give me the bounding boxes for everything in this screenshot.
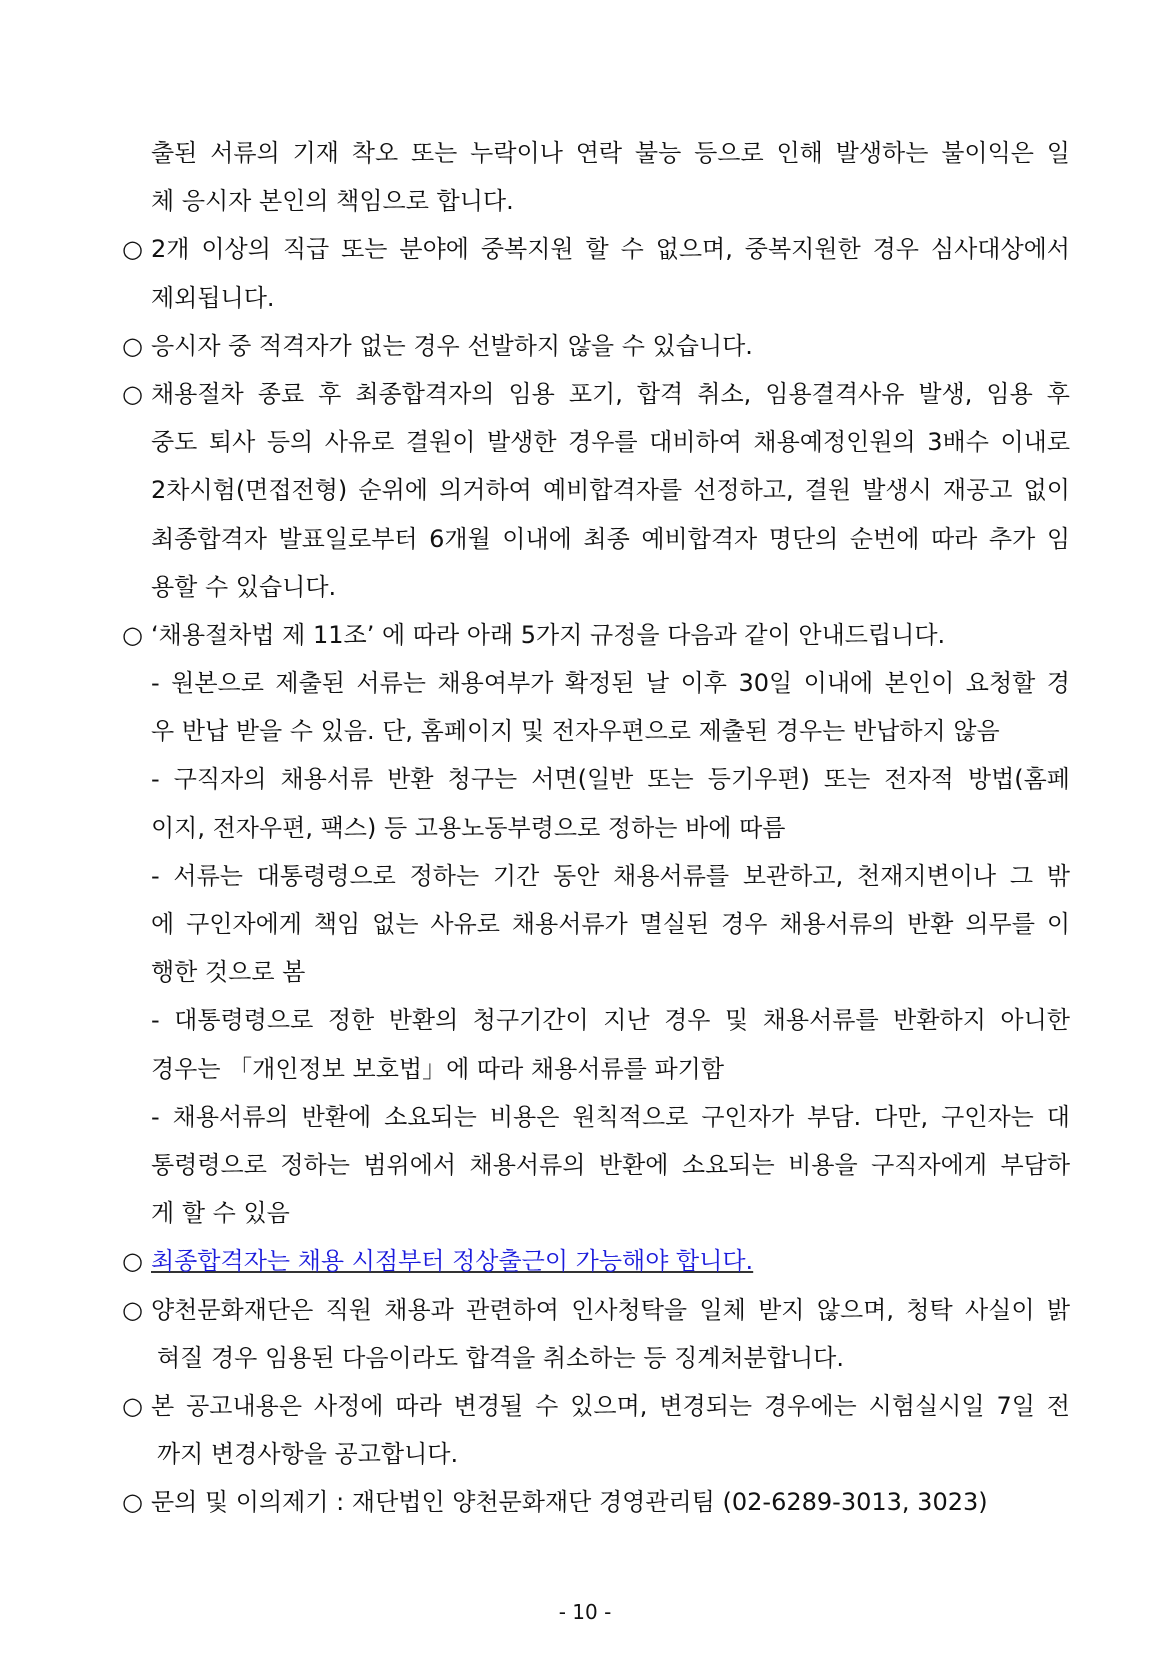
- bullet-item: [122, 370, 1070, 418]
- text-line: - 채용서류의 반환에 소요되는 비용은 원칙적으로 구인자가 부담. 다만, 구인자는 대: [151, 1102, 1070, 1131]
- text-line: 출된 서류의 기재 착오 또는 누락이나 연락 불능 등으로 인해 발생하는 불이익은 일: [151, 139, 1070, 167]
- bullet-item: [122, 1382, 1070, 1430]
- bullet-item: [122, 1237, 1070, 1285]
- text-line: - 서류는 대통령령으로 정하는 기간 동안 채용서류를 보관하고, 천재지변이나 그 밖: [151, 861, 1070, 890]
- document-body: [0, 129, 1170, 1526]
- notice-link[interactable]: 최종합격자는 채용 시점부터 정상출근이 가능해야 합니다.: [151, 1247, 754, 1276]
- text-line: 2차시험(면접전형) 순위에 의거하여 예비합격자를 선정하고, 결원 발생시 재공고 없이: [151, 476, 1070, 505]
- bullet-item: [122, 1286, 1070, 1334]
- text-line: 이지, 전자우편, 팩스) 등 고용노동부령으로 정하는 바에 따름: [151, 813, 786, 842]
- circle-bullet-icon: ○: [122, 1247, 143, 1276]
- circle-bullet-icon: ○: [122, 331, 143, 360]
- text-line: 행한 것으로 봄: [151, 958, 306, 987]
- text-line: 에 구인자에게 책임 없는 사유로 채용서류가 멸실된 경우 채용서류의 반환 의무를 이: [151, 910, 1070, 938]
- circle-bullet-icon: ○: [122, 379, 143, 408]
- bullet-item: [122, 1478, 1070, 1526]
- text-line: 체 응시자 본인의 책임으로 합니다.: [151, 187, 514, 216]
- text-line: 문의 및 이의제기 : 재단법인 양천문화재단 경영관리팀 (02-6289-3013, 3023): [151, 1488, 988, 1517]
- circle-bullet-icon: ○: [122, 235, 143, 264]
- text-line: - 원본으로 제출된 서류는 채용여부가 확정된 날 이후 30일 이내에 본인이 요청할 경: [151, 669, 1070, 698]
- text-line: - 대통령령으로 정한 반환의 청구기간이 지난 경우 및 채용서류를 반환하지 아니한: [151, 1006, 1070, 1035]
- text-line: 양천문화재단은 직원 채용과 관련하여 인사청탁을 일체 받지 않으며, 청탁 사실이 밝: [151, 1295, 1070, 1324]
- circle-bullet-icon: ○: [122, 1488, 143, 1517]
- text-line: - 구직자의 채용서류 반환 청구는 서면(일반 또는 등기우편) 또는 전자적 방법(홈페: [151, 765, 1070, 794]
- text-line: 혀질 경우 임용된 다음이라도 합격을 취소하는 등 징계처분합니다.: [157, 1343, 844, 1372]
- text-line: 까지 변경사항을 공고합니다.: [157, 1440, 459, 1469]
- text-line: 최종합격자 발표일로부터 6개월 이내에 최종 예비합격자 명단의 순번에 따라 추가 임: [151, 524, 1070, 553]
- text-line: 용할 수 있습니다.: [151, 572, 337, 601]
- text-line: 게 할 수 있음: [151, 1199, 290, 1228]
- text-line: 응시자 중 적격자가 없는 경우 선발하지 않을 수 있습니다.: [151, 331, 753, 360]
- text-line: 2개 이상의 직급 또는 분야에 중복지원 할 수 없으며, 중복지원한 경우 심사대상에서: [151, 235, 1070, 264]
- bullet-item: [122, 322, 1070, 370]
- text-line: 채용절차 종료 후 최종합격자의 임용 포기, 합격 취소, 임용결격사유 발생, 임용 후: [151, 379, 1070, 408]
- text-line: 중도 퇴사 등의 사유로 결원이 발생한 경우를 대비하여 채용예정인원의 3배수 이내로: [151, 428, 1070, 457]
- text-line: 본 공고내용은 사정에 따라 변경될 수 있으며, 변경되는 경우에는 시험실시일 7일 전: [151, 1391, 1070, 1420]
- text-line: 우 반납 받을 수 있음. 단, 홈페이지 및 전자우편으로 제출된 경우는 반납하지 않음: [151, 717, 1000, 746]
- bullet-item: [122, 225, 1070, 273]
- text-line: 제외됩니다.: [151, 283, 275, 312]
- text-line: 통령령으로 정하는 범위에서 채용서류의 반환에 소요되는 비용을 구직자에게 부담하: [151, 1150, 1070, 1179]
- bullet-item: [122, 611, 1070, 659]
- circle-bullet-icon: ○: [122, 1295, 143, 1324]
- text-line: ‘채용절차법 제 11조’ 에 따라 아래 5가지 규정을 다음과 같이 안내드립니다.: [151, 620, 946, 649]
- text-line: 경우는 「개인정보 보호법」에 따라 채용서류를 파기함: [151, 1054, 725, 1083]
- circle-bullet-icon: ○: [122, 620, 143, 649]
- page-number: - 10 -: [558, 1600, 612, 1624]
- circle-bullet-icon: ○: [122, 1391, 143, 1420]
